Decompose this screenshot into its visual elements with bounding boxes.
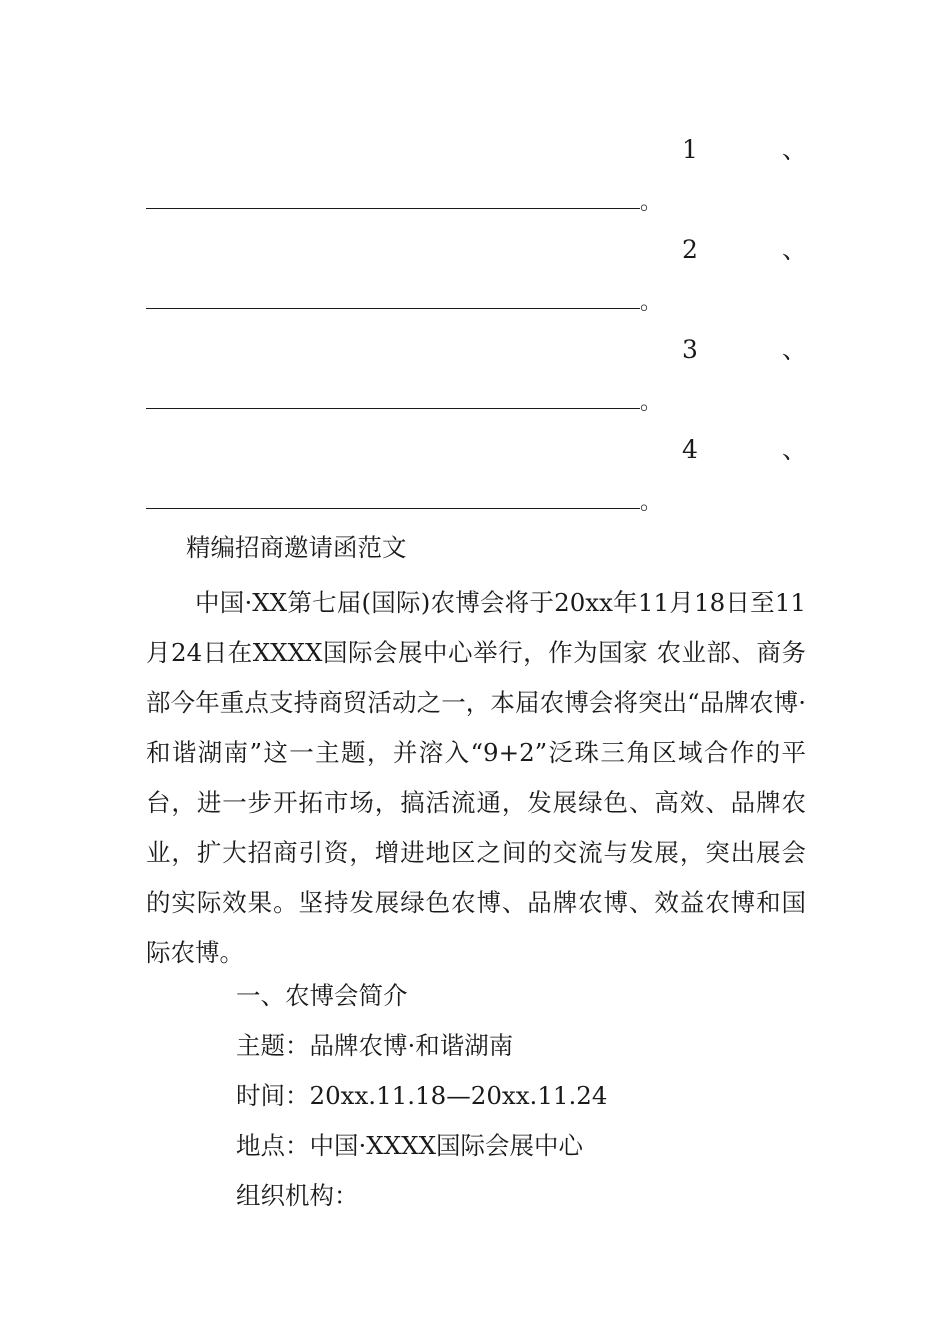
blank-separator: 、 [782, 335, 808, 364]
info-place: 地点：中国·XXXX国际会展中心 [236, 1131, 584, 1160]
info-organization: 组织机构： [236, 1181, 359, 1210]
blank-end-mark: 。 [640, 490, 663, 515]
info-time: 时间：20xx.11.18—20xx.11.24 [236, 1081, 608, 1110]
section-heading: 一、农博会简介 [236, 981, 408, 1010]
underline-rule [146, 390, 640, 409]
blank-underline-3 [146, 390, 662, 416]
blank-separator: 、 [782, 435, 808, 464]
blank-number: 4 [682, 435, 698, 464]
blank-separator: 、 [782, 235, 808, 264]
info-theme: 主题：品牌农博·和谐湖南 [236, 1031, 514, 1060]
document-title: 精编招商邀请函范文 [186, 533, 407, 562]
blank-number: 1 [682, 135, 698, 164]
blank-number: 3 [682, 335, 698, 364]
blank-end-mark: 。 [640, 290, 663, 315]
underline-rule [146, 490, 640, 509]
underline-rule [146, 190, 640, 209]
body-paragraph: 中国·XX第七届(国际)农博会将于20xx年11月18日至11月24日在XXXX国际会展中心举行，作为国家 农业部、商务部今年重点支持商贸活动之一，本届农博会将突出“品牌农博·和谐湖南”这一主题，并溶入“9+2”泛珠三角区域合作的平台，进一步开拓市场，搞活流通，发展绿色、高效、品牌农业，扩大招商引资，增进地区之间的交流与发展，突出展会的实际效果。坚持发展绿色农博、品牌农博、效益农博和国际农博。 [146, 588, 806, 967]
blank-end-mark: 。 [640, 390, 663, 415]
blank-underline-4 [146, 490, 662, 516]
blank-separator: 、 [782, 135, 808, 164]
blank-underline-2 [146, 290, 662, 316]
blank-number: 2 [682, 235, 698, 264]
blank-underline-1 [146, 190, 662, 216]
blank-end-mark: 。 [640, 190, 663, 215]
underline-rule [146, 290, 640, 309]
